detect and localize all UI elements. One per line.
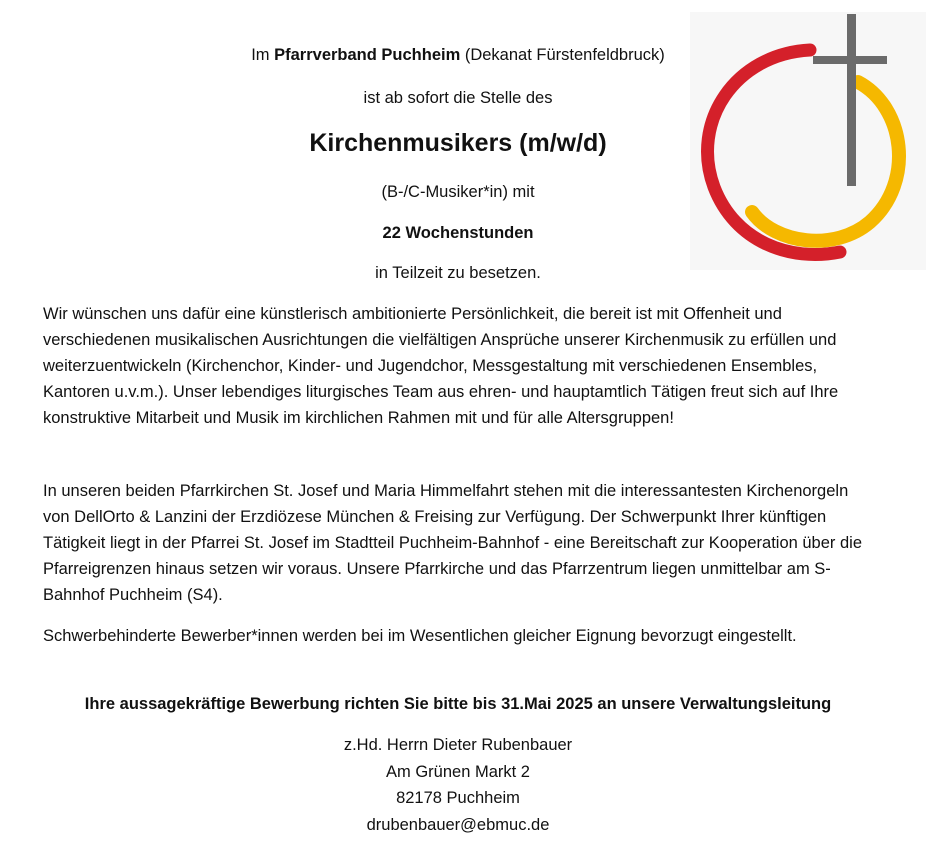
intro-prefix: Im bbox=[251, 46, 275, 64]
paragraph-organs: In unseren beiden Pfarrkirchen St. Josef und Maria Himmelfahrt stehen mit die interessantesten Kirchenorgeln von DellOrto & Lanzini der Erzdiözese München & Freising zur Verfügung. Der Schwerpunkt Ihrer künftigen Tätigkeit liegt in der Pfarrei St. Josef im Stadtteil Puchheim-Bahnhof - eine Bereitschaft zur Kooperation über die Pfarreigrenzen hinaus setzen wir voraus. Unsere Pfarrkirche und das Pfarrzentrum liegen unmittelbar am S-Bahnhof Puchheim (S4). bbox=[43, 482, 863, 604]
contact-name: z.Hd. Herrn Dieter Rubenbauer bbox=[343, 736, 573, 754]
parish-name: Pfarrverband Puchheim bbox=[274, 46, 461, 64]
parttime-line: in Teilzeit zu besetzen. bbox=[375, 264, 541, 282]
hours-line: 22 Wochenstunden bbox=[382, 224, 534, 242]
intro-suffix: (Dekanat Fürstenfeldbruck) bbox=[460, 46, 665, 64]
address-block bbox=[0, 732, 916, 838]
paragraph-profile: Wir wünschen uns dafür eine künstlerisch ambitionierte Persönlichkeit, die bereit ist mit Offenheit und verschiedenen musikalischen Ausrichtungen die vielfältigen Ansprüche unserer Kirchenmusik zu erfüllen und weiterzuentwickeln (Kirchenchor, Kinder- und Jugendchor, Messgestaltung mit verschiedenen Ensembles, Kantoren u.v.m.). Unser lebendiges liturgisches Team aus ehren- und hauptamtlich Tätigen freut sich auf Ihre konstruktive Mitarbeit und Musik im kirchlichen Rahmen mit und für alle Altersgruppen! bbox=[43, 305, 839, 427]
contact-street: Am Grünen Markt 2 bbox=[386, 762, 530, 781]
contact-city: 82178 Puchheim bbox=[396, 789, 520, 807]
intro-line bbox=[0, 45, 916, 65]
position-line: ist ab sofort die Stelle des bbox=[363, 89, 553, 107]
job-title: Kirchenmusikers (m/w/d) bbox=[309, 129, 607, 157]
paragraph-disability: Schwerbehinderte Bewerber*innen werden bei im Wesentlichen gleicher Eignung bevorzugt eingestellt. bbox=[43, 627, 797, 645]
application-call: Ihre aussagekräftige Bewerbung richten Sie bitte bis 31.Mai 2025 an unsere Verwaltungsleitung bbox=[84, 695, 832, 713]
qualification-line: (B-/C-Musiker*in) mit bbox=[381, 183, 535, 201]
contact-email[interactable]: drubenbauer@ebmuc.de bbox=[366, 815, 550, 834]
